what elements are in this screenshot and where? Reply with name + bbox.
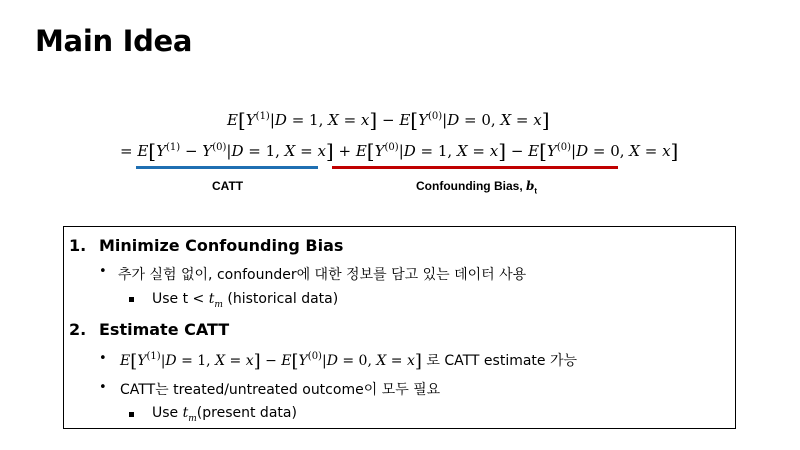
bias-label: Confounding Bias, $b_t$ xyxy=(416,179,538,196)
equation-line-2: = $E[Y^{(1)} - Y^{(0)}|D = 1$, $X = x] + E[Y^{(0)}|D = 1$, $X = x] - E[Y^{(0)}|D = 0$, X = x] xyxy=(120,139,679,163)
section-1-bullet: 추가 실험 없이, confounder에 대한 정보를 담고 있는 데이터 사용 xyxy=(118,267,527,283)
section-1-heading: Minimize Confounding Bias xyxy=(99,236,344,255)
catt-label: CATT xyxy=(212,179,244,193)
section-2-number: 2. xyxy=(69,320,87,339)
catt-underline xyxy=(136,166,318,169)
section-2-subbullet: Use $t_m(present$ data) xyxy=(152,405,297,424)
page-title: Main Idea xyxy=(35,24,193,58)
section-1-subbullet: Use $t < t_m$ (historical data) xyxy=(152,291,339,310)
bias-underline xyxy=(332,166,618,169)
section-2-bullet-2: CATT는 treated/untreated outcome이 모두 필요 xyxy=(120,382,441,398)
bullet-dot: • xyxy=(99,351,107,366)
square-bullet xyxy=(129,297,134,302)
equation-line-1: $E[Y^{(1)}|D = 1$, $X = x] - E[Y^{(0)}|D = 0$, X = x] xyxy=(227,108,550,132)
bullet-dot: • xyxy=(99,380,107,395)
section-2-bullet-1: $E[Y^{(1)}|D = 1$, $X = x] - E[Y^{(0)}|D = 0$, X = x] 로 CATT estimate 가능 xyxy=(120,351,578,372)
square-bullet xyxy=(129,412,134,417)
section-2-heading: Estimate CATT xyxy=(99,320,230,339)
section-1-number: 1. xyxy=(69,236,87,255)
bullet-dot: • xyxy=(99,264,107,279)
